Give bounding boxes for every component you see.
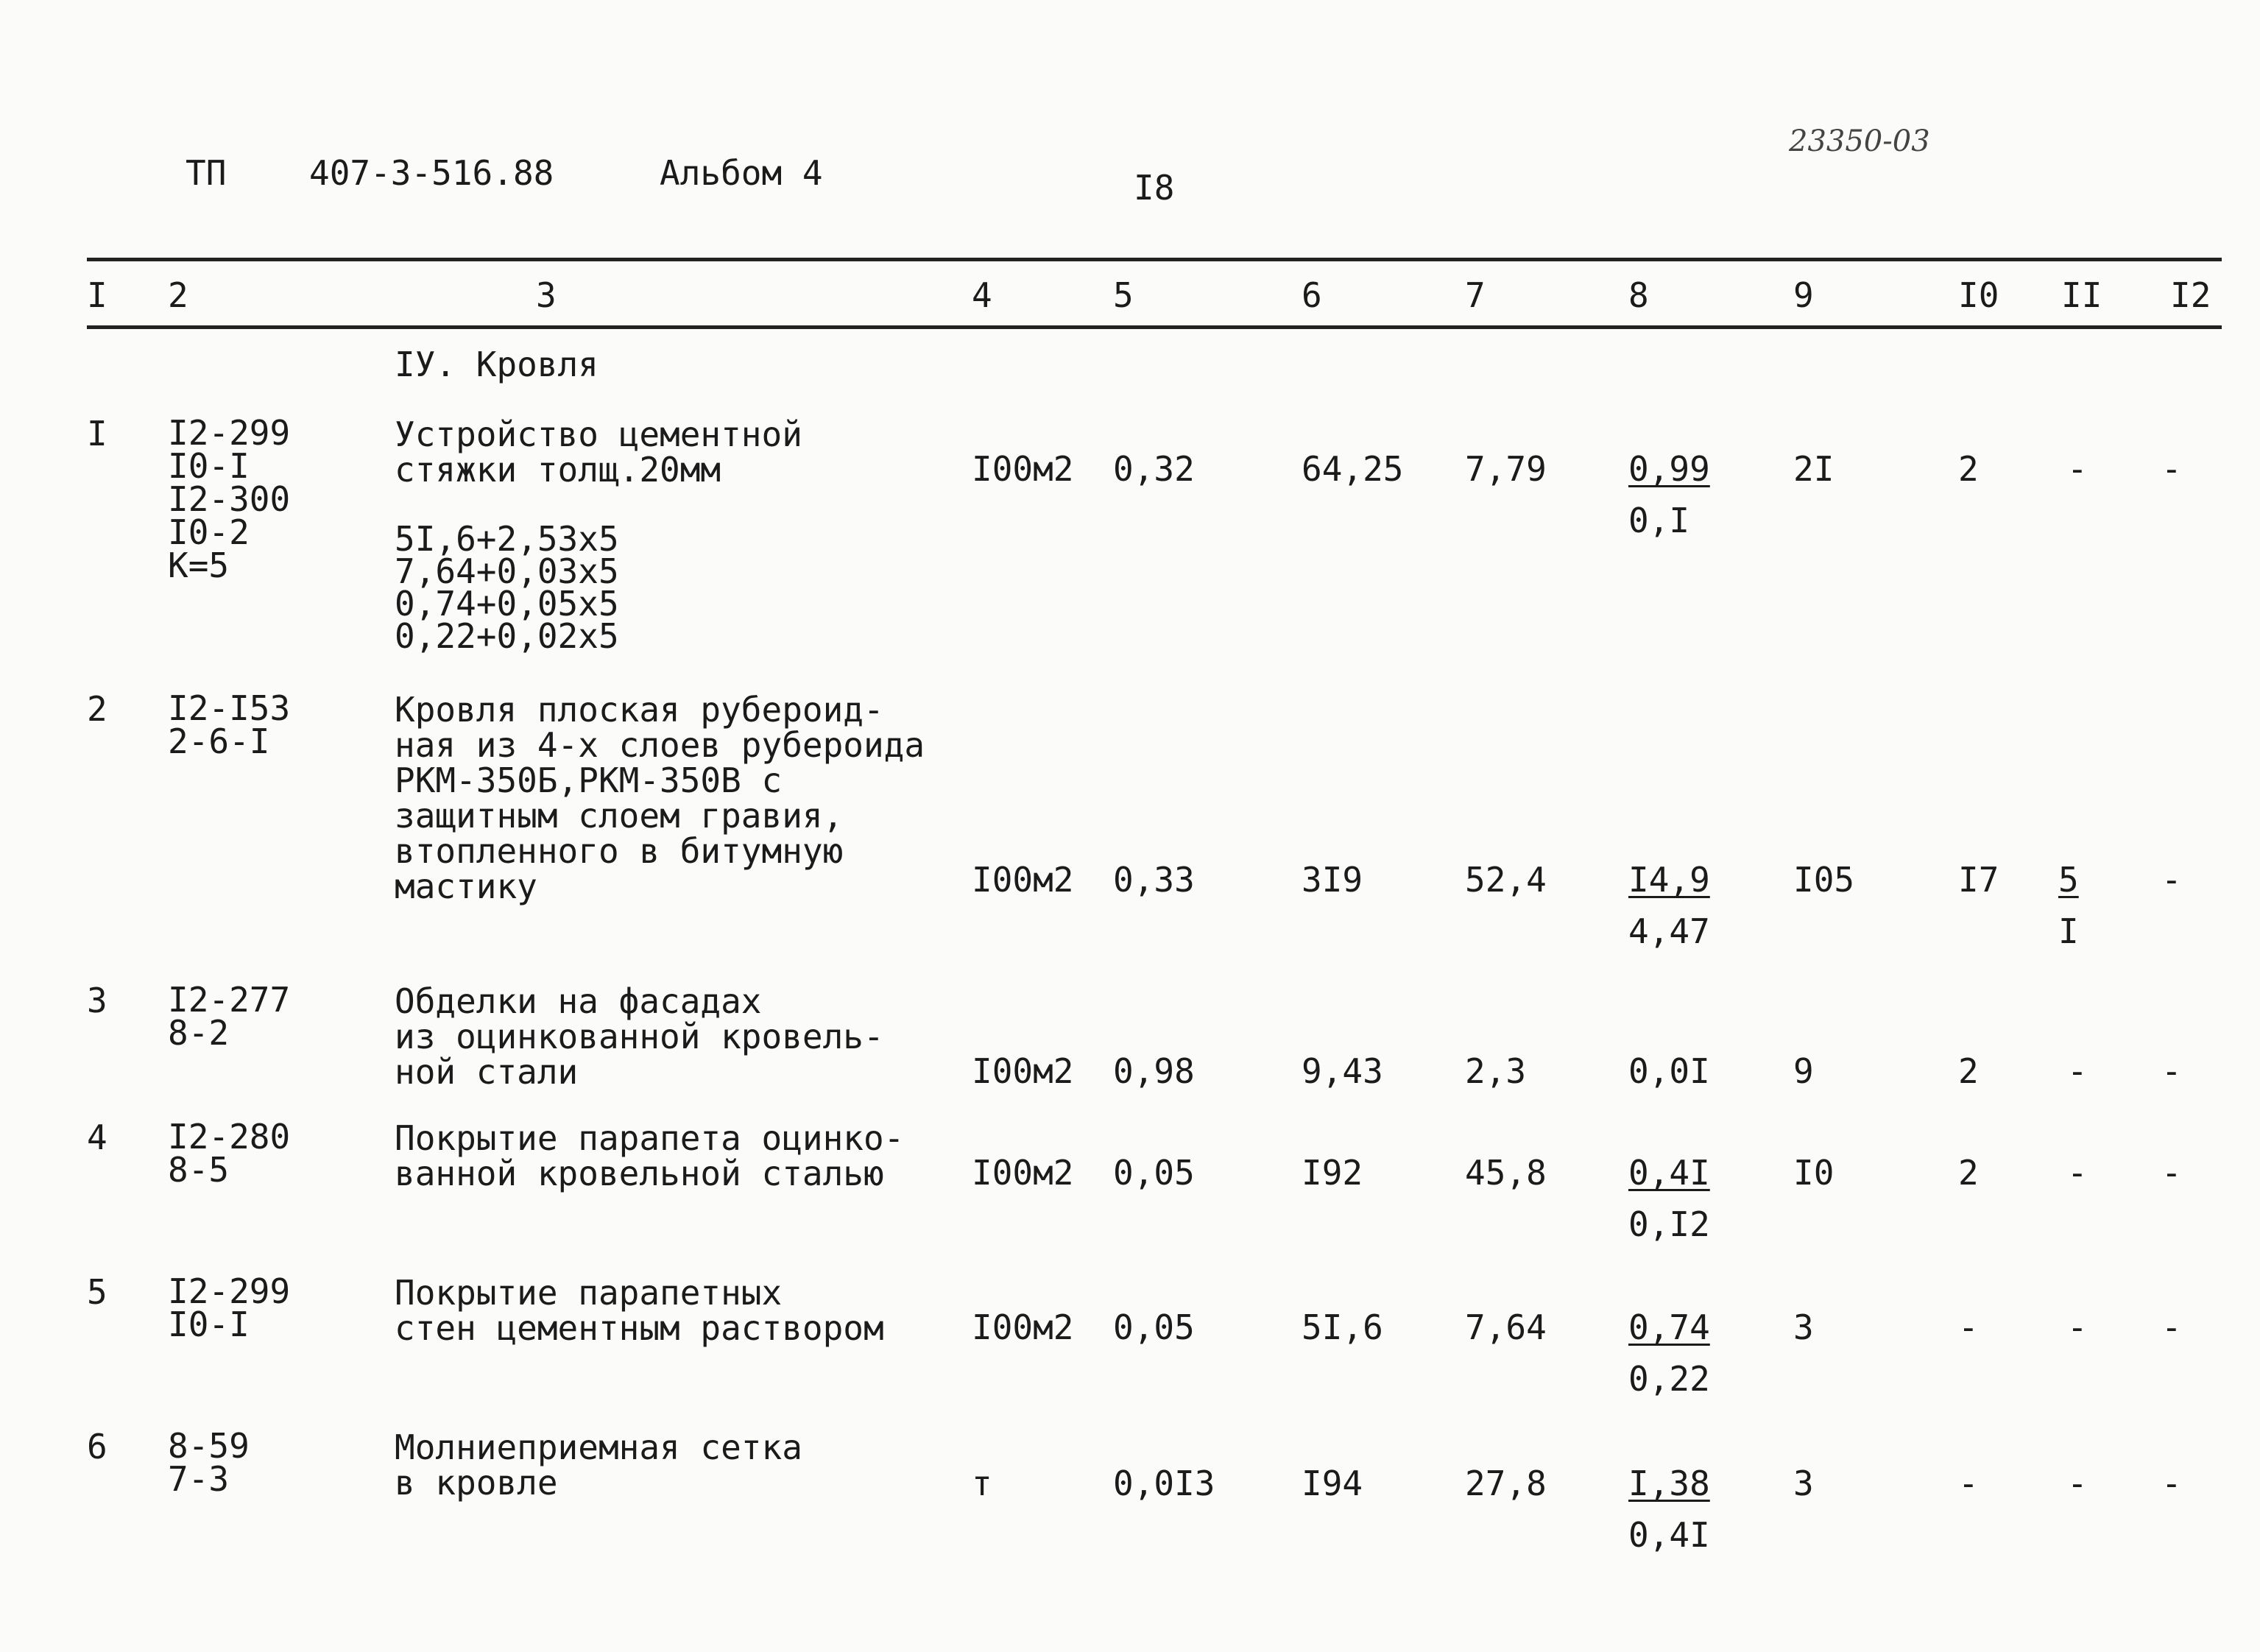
row-col12: - [2161,1307,2182,1347]
row-col12: - [2161,449,2182,489]
row-codes: I2-299 I0-I I2-300 I0-2 K=5 [168,413,291,585]
row-col8-bottom: 4,47 [1628,911,1710,951]
row-col11: - [2067,1051,2088,1091]
table-top-rule [87,258,2222,261]
table-header-rule [87,325,2222,329]
row-codes: I2-280 8-5 [168,1117,291,1190]
row-col10: - [1958,1307,1979,1347]
row-col8-top: I4,9 [1628,860,1710,900]
col-header-3: 3 [536,275,557,315]
row-col6: I94 [1302,1464,1363,1503]
row-col6: I92 [1302,1153,1363,1193]
row-description: Устройство цементной стяжки толщ.20мм [395,414,802,490]
col-header-8: 8 [1628,275,1649,315]
col-header-2: 2 [168,275,188,315]
row-unit: т [972,1464,992,1503]
row-col11-bottom: I [2058,911,2079,951]
row-col11: - [2067,1153,2088,1193]
row-col9: 3 [1793,1307,1814,1347]
row-col9: 2I [1793,449,1835,489]
row-col6: 9,43 [1302,1051,1383,1091]
row-unit: I00м2 [972,860,1074,900]
row-col6: 5I,6 [1302,1307,1383,1347]
row-col7: 7,79 [1465,449,1547,489]
page-number: I8 [1134,168,1175,208]
row-description: Обделки на фасадах из оцинкованной кровель- ной стали [395,981,884,1092]
inventory-number: 23350-03 [1789,124,1930,158]
row-number: 4 [87,1118,107,1157]
col-header-7: 7 [1465,275,1486,315]
row-unit: I00м2 [972,1051,1074,1091]
row-col8-bottom: 0,4I [1628,1515,1710,1555]
col-header-9: 9 [1793,275,1814,315]
row-col6: 64,25 [1302,449,1404,489]
row-col12: - [2161,1051,2182,1091]
row-codes: I2-299 I0-I [168,1271,291,1344]
col-header-12: I2 [2170,275,2211,315]
row-col11-top: 5 [2058,860,2079,900]
row-col8-top: 0,74 [1628,1307,1710,1347]
row-col12: - [2161,1464,2182,1503]
row-col10: 2 [1958,1051,1979,1091]
row-unit: I00м2 [972,449,1074,489]
row-col8-bottom: 0,I2 [1628,1204,1710,1244]
album-label: Альбом 4 [660,153,823,193]
row-col11: - [2067,1307,2088,1347]
row-col7: 2,3 [1465,1051,1527,1091]
row-quantity: 0,98 [1113,1051,1195,1091]
row-col10: - [1958,1464,1979,1503]
row-col8-top: I,38 [1628,1464,1710,1503]
row-col9: I0 [1793,1153,1835,1193]
row-number: 3 [87,981,107,1020]
row-col12: - [2161,860,2182,900]
row-col11: - [2067,449,2088,489]
row-unit: I00м2 [972,1153,1074,1193]
col-header-1: I [87,275,107,315]
row-col10: 2 [1958,1153,1979,1193]
row-quantity: 0,05 [1113,1307,1195,1347]
row-col7: 52,4 [1465,860,1547,900]
col-header-6: 6 [1302,275,1322,315]
row-col8-top: 0,4I [1628,1153,1710,1193]
row-col11: - [2067,1464,2088,1503]
row-col9: 9 [1793,1051,1814,1091]
doc-type: ТП [186,153,227,193]
row-col10: I7 [1958,860,1999,900]
row-formula: 5I,6+2,53x5 7,64+0,03x5 0,74+0,05x5 0,22+0,02x5 [395,519,619,656]
row-codes: 8-59 7-3 [168,1426,250,1499]
row-col6: 3I9 [1302,860,1363,900]
row-col10: 2 [1958,449,1979,489]
row-number: 5 [87,1272,107,1312]
row-col7: 45,8 [1465,1153,1547,1193]
row-col12: - [2161,1153,2182,1193]
row-col9: 3 [1793,1464,1814,1503]
row-quantity: 0,05 [1113,1153,1195,1193]
row-number: I [87,414,107,453]
row-description: Кровля плоская рубероид- ная из 4-х слоев рубероида РКМ-350Б,РКМ-350В с защитным слоем гравия, втопленного в битумную мастику [395,690,925,906]
row-quantity: 0,33 [1113,860,1195,900]
row-description: Молниеприемная сетка в кровле [395,1427,802,1503]
doc-code: 407-3-516.88 [309,153,554,193]
section-title: IУ. Кровля [395,345,598,384]
row-col8-top: 0,99 [1628,449,1710,489]
row-col8-top: 0,0I [1628,1051,1710,1091]
row-quantity: 0,32 [1113,449,1195,489]
row-codes: I2-277 8-2 [168,980,291,1053]
row-description: Покрытие парапета оцинко- ванной кровельной сталью [395,1118,905,1193]
row-number: 2 [87,689,107,729]
row-col8-bottom: 0,22 [1628,1359,1710,1399]
row-col9: I05 [1793,860,1855,900]
col-header-11: II [2061,275,2102,315]
row-col8-bottom: 0,I [1628,501,1690,540]
row-number: 6 [87,1427,107,1466]
row-col7: 7,64 [1465,1307,1547,1347]
row-codes: I2-I53 2-6-I [168,688,291,761]
row-description: Покрытие парапетных стен цементным раствором [395,1273,884,1348]
col-header-5: 5 [1113,275,1134,315]
row-quantity: 0,0I3 [1113,1464,1215,1503]
col-header-10: I0 [1958,275,1999,315]
col-header-4: 4 [972,275,992,315]
row-unit: I00м2 [972,1307,1074,1347]
row-col7: 27,8 [1465,1464,1547,1503]
